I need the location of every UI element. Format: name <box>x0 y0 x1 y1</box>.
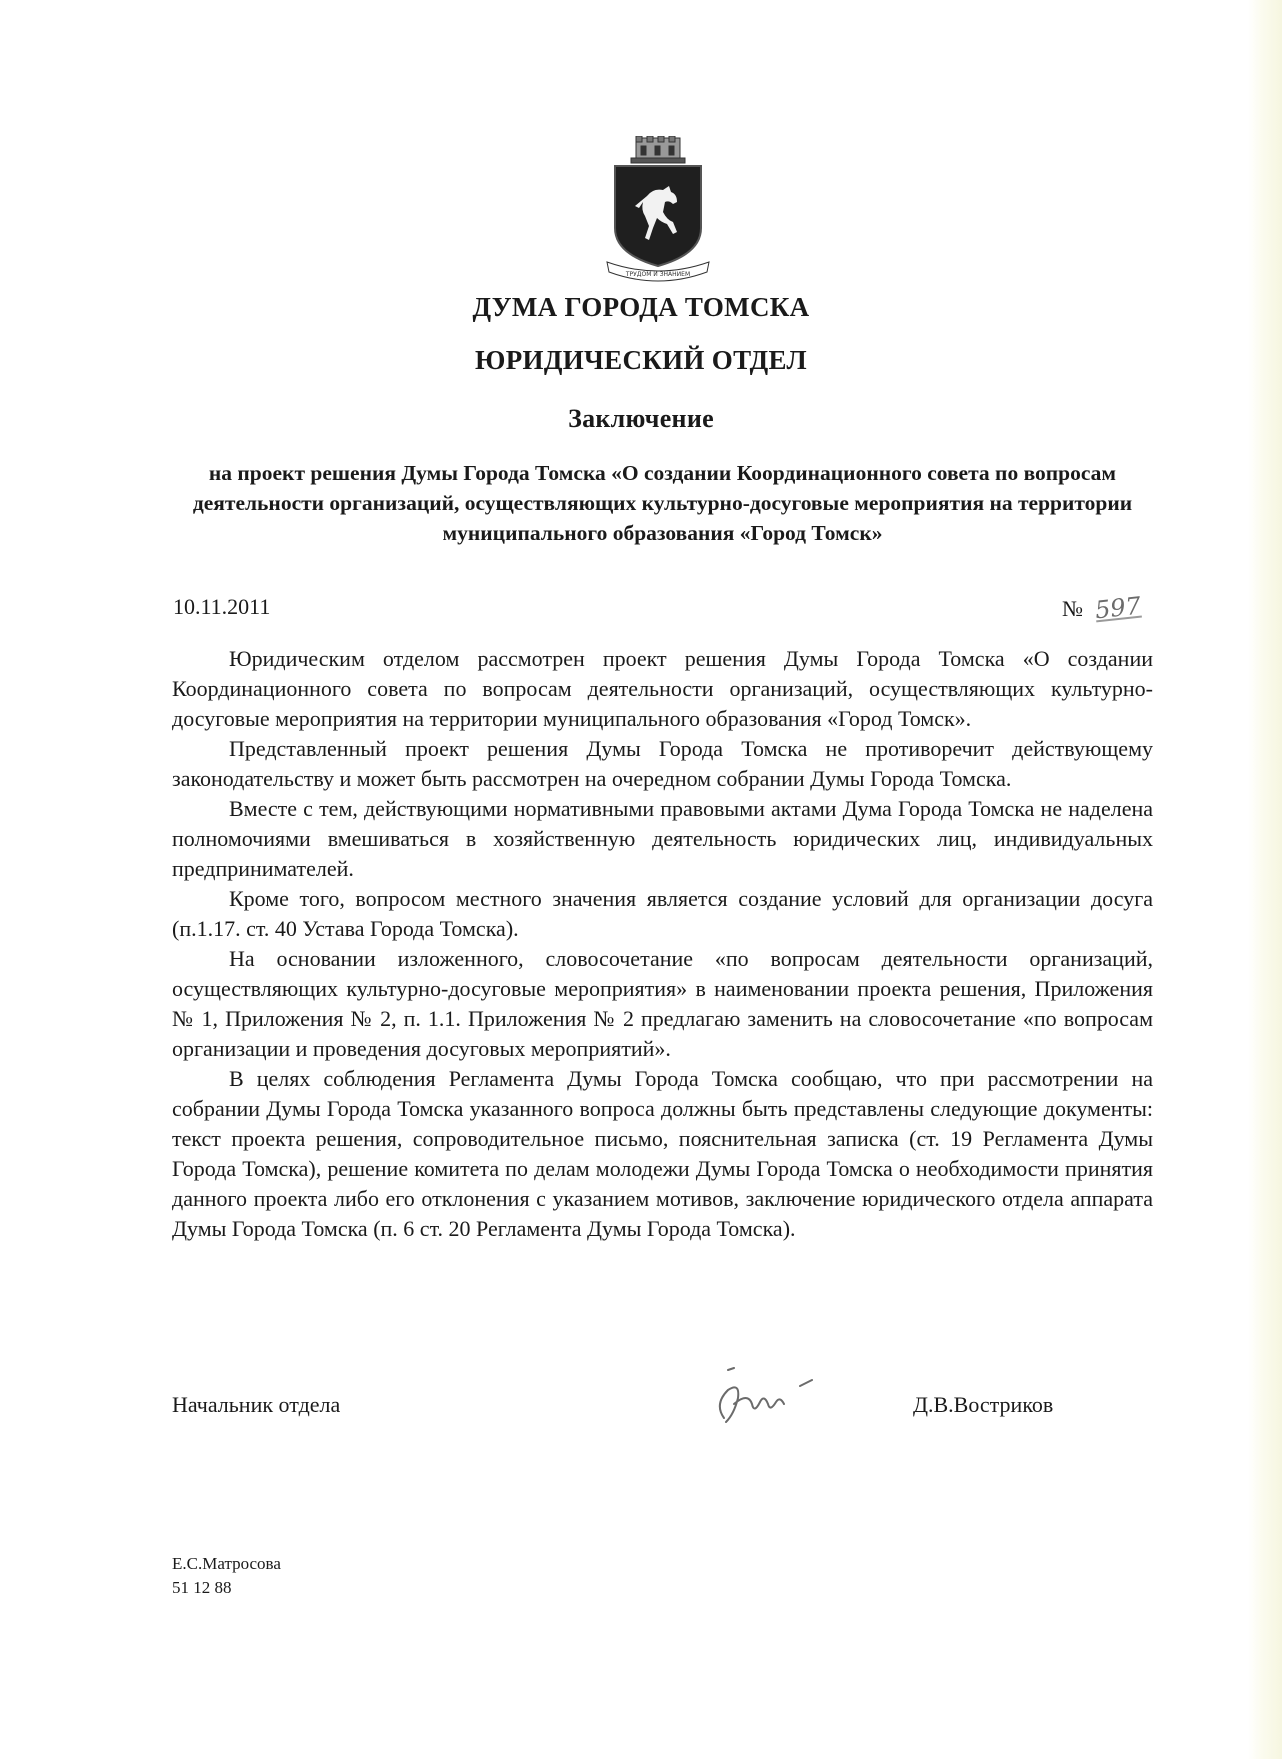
number-label: № <box>1062 596 1083 621</box>
page-edge-shadow <box>1248 0 1282 1759</box>
tomsk-coat-of-arms-icon <box>603 136 713 294</box>
document-number <box>1062 591 1142 625</box>
paragraph: Представленный проект решения Думы Города Томска не противоречит действующему законодательству и может быть рассмотрен на очередном собрании Думы Города Томска. <box>172 736 1153 791</box>
paragraph: Вместе с тем, действующими нормативными правовыми актами Дума Города Томска не наделена полномочиями вмешиваться в хозяйственную деятельность юридических лиц, индивидуальных предпринимателей. <box>172 796 1153 881</box>
crown-icon <box>631 136 685 163</box>
organization-name: ДУМА ГОРОДА ТОМСКА <box>472 292 810 322</box>
handwritten-number: 597 <box>1093 591 1142 625</box>
document-title: Заключение <box>568 404 714 433</box>
handwritten-signature <box>704 1352 824 1432</box>
executor-phone: 51 12 88 <box>172 1578 232 1597</box>
paragraph: На основании изложенного, словосочетание «по вопросам деятельности организаций, осуществляющих культурно-досуговые мероприятия» в наименовании проекта решения, Приложения № 1, Приложения № 2, п. 1.1. Приложения № 2 предлагаю заменить на словосочетание «по вопросам организации и проведения досуговых мероприятий». <box>172 946 1153 1061</box>
document-body <box>172 644 1153 1244</box>
document-date: 10.11.2011 <box>173 594 271 619</box>
svg-text:ТРУДОМ И ЗНАНИЕМ: ТРУДОМ И ЗНАНИЕМ <box>625 271 691 278</box>
signatory-position: Начальник отдела <box>172 1392 341 1417</box>
paragraph: Юридическим отделом рассмотрен проект решения Думы Города Томска «О создании Координационного совета по вопросам деятельности организаций, осуществляющих культурно-досуговые мероприятия на территории муниципального образования «Город Томск». <box>172 646 1153 731</box>
paragraph: В целях соблюдения Регламента Думы Города Томска сообщаю, что при рассмотрении на собрании Думы Города Томска указанного вопроса должны быть представлены следующие документы: текст проекта решения, сопроводительное письмо, пояснительная записка (ст. 19 Регламента Думы Города Томска), решение комитета по делам молодежи Думы Города Томска о необходимости принятия данного проекта либо его отклонения с указанием мотивов, заключение юридического отдела аппарата Думы Города Томска (п. 6 ст. 20 Регламента Думы Города Томска). <box>172 1066 1153 1241</box>
signatory-name: Д.В.Востриков <box>913 1392 1054 1417</box>
department-name: ЮРИДИЧЕСКИЙ ОТДЕЛ <box>475 345 807 375</box>
paragraph: Кроме того, вопросом местного значения является создание условий для организации досуга (п.1.17. ст. 40 Устава Города Томска). <box>172 886 1153 941</box>
executor-block <box>172 1552 281 1600</box>
executor-name: Е.С.Матросова <box>172 1554 281 1573</box>
document-subject: на проект решения Думы Города Томска «О создании Координационного совета по вопросам деятельности организаций, осуществляющих культурно-досуговые мероприятия на территории муниципального образования «Город Томск» <box>192 461 1133 545</box>
